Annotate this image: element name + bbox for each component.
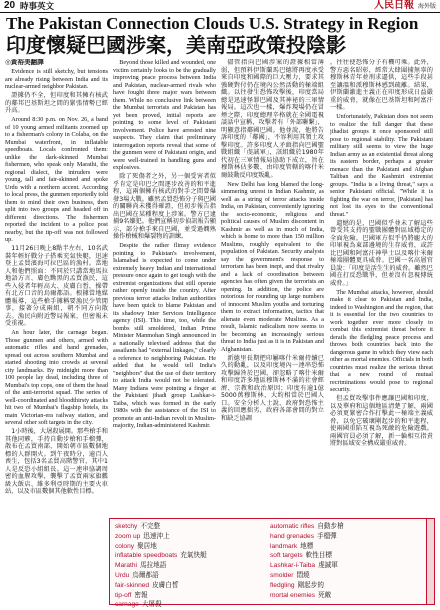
- edition-label: 海外版: [417, 4, 436, 10]
- vocab-item: [270, 532, 344, 542]
- vocab-meaning: 自動步槍: [317, 522, 344, 530]
- paragraph-chinese: 但孟買攻擊事件應讓巴國和印度，以及華府和這個地區清楚了解，兩國必須更緊密合作打擊此一極端主義威脅，以免它破壞剛起步的和平進程，使兩國重陷互視為死敵的危險遊戲。兩國官員必須了解，新一輪相互指責將對區域安全構成嚴重威脅。: [330, 395, 433, 447]
- article-column-1: [5, 59, 108, 605]
- vocab-term: mortal enemies: [270, 591, 316, 599]
- paragraph-chinese: 證據仍不全，但印度和其擁有核武的鄰邦巴基斯坦之間的緊張情勢已經升高。: [5, 92, 108, 114]
- section-label: 時事英文: [20, 1, 55, 11]
- article-column-3: [221, 59, 324, 514]
- vocab-meaning: 手榴彈: [317, 531, 337, 540]
- paragraph-chinese: 新德里長期把印屬喀什米爾持續已久的動亂，以及印度境內一連串恐怖攻擊歸咎於巴國，卻忽略了喀什米爾和印度許多地區穆斯林不滿的社會經濟、宗教和政治原因；印度有逾1億5000萬穆斯林，大約相當於巴國人口。安全分析人士說，政府對恐怖主義的回應拙劣，政府各部會間的對立和缺乏協調: [221, 354, 324, 422]
- vocab-term: smolder: [270, 571, 294, 579]
- vocab-term: landmark: [270, 542, 298, 550]
- vocab-meaning: 密報: [134, 590, 148, 599]
- byline: ◎黃裕美翻譯: [5, 59, 44, 66]
- vocab-item: [115, 522, 207, 532]
- vocabulary-box: [109, 518, 435, 609]
- vocab-meaning: 虔誠軍: [318, 561, 338, 570]
- headline-chinese: 印度懷疑巴國涉案，美南亞政策投陰影: [6, 33, 346, 57]
- vocab-meaning: 剛起步的: [297, 580, 324, 589]
- paragraph-english: Despite the rather flimsy evidence pointing to Pakistan's involvement, Islamabad is expected to come under extremely heavy Indian and international pressure once again to get tough with the extremist organizations that still operate rather openly inside the country. After previous terror attacks Indian authorities have been quick to blame Pakistan and its shadowy Inter Services Intelligence agency (ISI). This time, too, while the bombs still smoldered, Indian Prime Minister Manmohan Singh announced in a nationally televised address that the assailants had "external linkages," clearly a reference to neighboring Pakistan. He added that he would tell India's "neighbors" that the use of their territory to attack India would not be tolerated. Many Indians were pointing a finger at the Pakistani jihadi group Lashkar-i-Taiba, which was formed in the early 1980s with the assistance of the ISI to promote an anti-Indian revolt in Muslim-majority, Indian-administered Kashmir.: [113, 242, 216, 429]
- vocab-term: colony: [115, 542, 135, 550]
- vocab-item: [115, 532, 207, 542]
- vocab-item: [115, 571, 207, 581]
- vocab-meaning: 悶燒: [296, 570, 310, 579]
- vocab-item: [270, 581, 344, 591]
- vocab-term: Marathi: [115, 562, 137, 570]
- paragraph-chinese: 遺憾的是，巴國似乎並未了解這些曾受其支持的聖戰團體對區域穩定的全面危險。巴國軍方似乎仍將龐大的印軍視為東部邊境的生存威脅，或許比巴國和阿富汗神學士以及喀什米爾極端團體更具威脅。巴國一名高層官員說：「印度是活生生的威脅。雖然巴國在打反恐戰爭，但並沒有忽視傳統威脅。」: [330, 219, 433, 287]
- vocab-meaning: 迅速沖上: [143, 531, 170, 540]
- paragraph-english: An hour later, the carnage began. Those gunmen and others, armed with automatic rifles and hand grenades, spread out across southern Mumbai and started shooting into crowds at several city landmarks. By midnight more than 100 people lay dead, including three of Mumbai's top cops, one of them the head of the anti-terrorist squad. The series of well-coordinated and bloodthirsty attacks hit two of Mumbai's flagship hotels, its main Victorian-era railway station, and several other soft targets in the city.: [5, 329, 108, 426]
- paragraph-chinese: 11月26日晚上8點半左右，10名武裝年輕好戰分子搭乘充氣快艇，迅速登上孟買濱海可拉巴區的漁村。當地人和他們照面：不同於只講當地馬拉地語方言、膚色黝黑的孟買漁民，這些入侵者年輕高大、皮膚白皙，操帶有北方口音的烏爾都語。根據當地媒體報導，這些槍手據稱要漁民少管閒事，接著分成兩組，朝不同方向散去。漁民向附近警局報案，但密報未受重視。: [5, 245, 108, 327]
- vocab-item: [115, 581, 207, 591]
- paragraph-chinese: 儘管指向巴國涉案的證據相當薄弱，但預料伊斯蘭馬巴德將再度承受來自印度和國際的巨大壓力，要求其強硬對付仍在境內公然活動的極端組織。以往發生恐怖攻擊後，印度當局總是迅速怪罪巴國及其神祕的三軍情報局。這次也一樣，爆炸現場仍在冒煙之際，印度總理辛格就在全國電視談話中宣稱，攻擊者有「外部聯繫」，明顯意指鄰國巴國。他並說，他將告訴印度的「鄰國」，不容利用其領土攻擊印度。許多印度人矛頭指向巴國聖戰組織「虔誠軍」，該組織於1980年代初在三軍情報局協助下成立，旨在穆斯林佔多數、由印度管轄的喀什米爾鼓動反印度叛亂。: [221, 59, 324, 179]
- headline-english: The Pakistan Connection Clouds U.S. Strategy in Region: [6, 14, 419, 33]
- vocab-item: [270, 542, 344, 552]
- vocab-term: inflatable speedboats: [115, 552, 178, 560]
- vocab-meaning: 死敵: [318, 590, 332, 599]
- vocab-term: tip-off: [115, 591, 132, 599]
- vocab-term: hand grenades: [270, 532, 314, 540]
- vocab-meaning: 軟性目標: [305, 551, 332, 560]
- vocab-term: zoom up: [115, 532, 141, 540]
- paragraph-english: Evidence is still sketchy, but tensions are already rising between India and its nuclear-armed neighbor Pakistan.: [5, 68, 108, 90]
- vocab-meaning: 烏爾都語: [132, 570, 159, 579]
- vocab-meaning: 馬拉地語: [140, 561, 167, 570]
- vocab-meaning: 聚居地: [137, 541, 157, 550]
- vocab-meaning: 充氣快艇: [180, 551, 207, 560]
- vocab-item: [270, 522, 344, 532]
- vocabulary-list-left: [115, 522, 207, 610]
- newspaper-name: 人民日報: [374, 0, 414, 11]
- vocab-item: [270, 551, 344, 561]
- vocab-meaning: 地標: [300, 541, 314, 550]
- paragraph-english: New Delhi has long blamed the long-simmering unrest in Indian Kashmir, as well as a string of terror attacks inside India, on Pakistan, conveniently ignoring the socio-economic, religious and political causes of Muslim discontent in Kashmir as well as in much of India, which is home to more than 150 million Muslims, roughly equivalent to the population of Pakistan. Security analysts say the government's response to terrorism has been inept, and that rivalry and a lack of coordination between agencies has often given the terrorists an opening. In addition, the police are notorious for rounding up large numbers of innocent Muslim youths and torturing them to extract information, tactics that alienate even moderate Muslims. As a result, Islamic radicalism now seems to be becoming an increasingly serious threat to India just as it is in Pakistan and Afghanistan.: [221, 180, 324, 353]
- vocab-item: [270, 591, 344, 601]
- paragraph-chinese: ，往往使恐怖分子有機可乘。此外，警方惡名昭彰，經常大肆圍捕無辜的穆斯林青年並刑求逼供，這些手段甚至讓溫和派穆斯林感到疏離。結果，伊斯蘭激進主義正在印度形成日益嚴重的威脅，就像在巴基斯坦和阿富汗一樣。: [330, 59, 433, 111]
- paragraph-chinese: 1小時後，大屠殺展開。那些槍手和其他同夥，手持自動步槍和手榴彈，散布在孟買南部，開始朝市區數個地標的人群開火。到午夜時分，逾百人喪生，包括3名孟買高階警官，其中1人是反恐小組組長。這一連串協調周密的血腥攻擊，襲擊了孟買兩家旗艦級大飯店、維多利亞時期的主要火車站，以及市區數個其他軟性目標。: [5, 428, 108, 495]
- vocabulary-list-right: [270, 522, 344, 600]
- vocab-term: Urdu: [115, 571, 130, 579]
- paragraph-english: The Mumbai attacks, however, should make it clear to Pakistan and India, indeed to Washington and the region, that it is essential for the two countries to work together ever more closely to combat this extremist threat before it derails the fledgling peace process and throws both countries back into the dangerous game in which they view each other as mortal enemies. Officials in both countries must realize the serious threat that a new round of mutual recriminations would pose to regional security.: [330, 288, 433, 393]
- vocab-item: [115, 542, 207, 552]
- vocab-item: [115, 551, 207, 561]
- paragraph-english: Beyond those killed and wounded, one victim certainly looks to be the gradually improving peace process between India and Pakistan, nuclear-armed rivals who have fought three major wars between them. While no conclusive link between the Mumbai terrorists and Pakistan has yet been proved, initial reports are pointing to some level of Pakistani involvement. Police have arrested nine suspects. They claim that preliminary interrogation reports reveal that some of the gunmen were of Pakistani origin, and were well-trained in handling guns and explosives.: [113, 59, 216, 171]
- article-column-4: [330, 59, 433, 514]
- vocabulary-side-strip: [426, 519, 434, 604]
- vocab-term: sketchy: [115, 523, 138, 530]
- paragraph-english: Around 8:30 p.m. on Nov. 26, a band of 10 young armed militants zoomed up to a fisherman's colony in Colaba, on the Mumbai waterfront, in inflatable speedboats. Locals confronted them: unlike the dark-skinned Mumbai fishermen, who speak only Marathi, the regional dialect, the intruders were young, tall and fair-skinned and spoke Urdu with a northern accent. According to local press, the gunmen reportedly told them to mind their own business, then split into two groups and headed off in different directions. The fishermen reported the incident to a police post nearby, but the tip-off was not followed up.: [5, 116, 108, 243]
- vocab-term: carnage: [115, 601, 139, 609]
- vocab-term: fair-skinned: [115, 581, 150, 589]
- vocab-item: [115, 591, 207, 601]
- page-number: 20: [4, 0, 16, 11]
- page-header: [0, 0, 440, 13]
- vocab-meaning: 大屠殺: [141, 600, 162, 609]
- vocab-term: fledgling: [270, 581, 295, 589]
- vocab-term: automatic rifles: [270, 523, 315, 530]
- vocab-term: soft targets: [270, 552, 303, 560]
- article-column-2: [113, 59, 216, 514]
- vocab-item: [270, 571, 344, 581]
- paragraph-chinese: 除了死傷者之外，另一個受害者似乎肯定是印巴之間逐步改善的和平進程，這兩個擁有核武的對手之間曾爆發3場大戰。雖然孟買恐怖分子與巴國的關聯尚未獲得確證，但初步報告指出巴國在某種程度上涉案。警方已逮捕9名嫌犯。他們宣稱初步偵訊報告顯示，部分槍手來自巴國，並受過嫻熟操作槍械和爆裂物的訓練。: [113, 173, 216, 240]
- vocab-item: [270, 561, 344, 571]
- vocab-item: [115, 561, 207, 571]
- paragraph-english: Unfortunately, Pakistan does not seem to realize the full danger that these jihadist groups it once sponsored still pose to regional stability. The Pakistani military still seems to view the huge Indian army as an existential threat along its eastern border, perhaps a greater menace than the Pakistani and Afghan Taliban and the Kashmiri extremist groups. "India is a living threat," says a senior Pakistani official. "While it is fighting the war on terror, [Pakistan] has not lost its eyes to the conventional threat.": [330, 113, 433, 218]
- vocab-meaning: 不完整: [140, 522, 161, 530]
- vocab-meaning: 皮膚白皙: [152, 580, 179, 589]
- vocab-term: Lashkar-i-Taiba: [270, 562, 316, 570]
